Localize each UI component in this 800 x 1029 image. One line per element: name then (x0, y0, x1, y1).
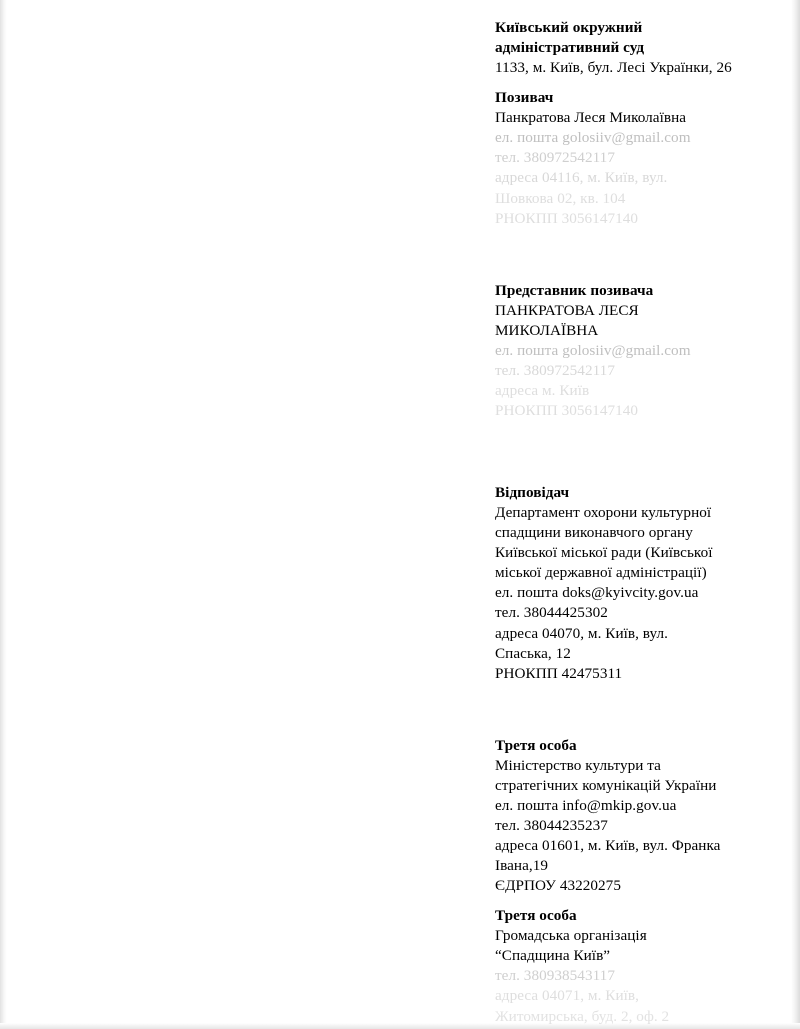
third-party-2-block (495, 906, 775, 1026)
document-body (495, 18, 775, 1027)
plaintiff-address-line1: адреса 04116, м. Київ, вул. (495, 169, 668, 187)
third-party-1-block (495, 736, 775, 897)
defendant-name-line3: Київської міської ради (Київської (495, 544, 713, 562)
defendant-name-line2: спадщини виконавчого органу (495, 524, 693, 542)
defendant-phone: тел. 38044425302 (495, 604, 608, 622)
third-party-1-name-line1: Міністерство культури та (495, 756, 661, 774)
representative-block (495, 281, 775, 421)
representative-id-code: РНОКПП 3056147140 (495, 402, 639, 419)
defendant-address-line2: Спаська, 12 (495, 644, 571, 662)
plaintiff-id-code: РНОКПП 3056147140 (495, 209, 639, 227)
defendant-id-code: РНОКПП 42475311 (495, 664, 623, 682)
spacer (495, 684, 775, 736)
third-party-1-id-code: ЄДРПОУ 43220275 (495, 877, 621, 895)
representative-name-line2: МИКОЛАЇВНА (495, 321, 599, 339)
representative-name-line1: ПАНКРАТОВА ЛЕСЯ (495, 301, 639, 319)
court-address: 1133, м. Київ, бул. Лесі Українки, 26 (495, 59, 732, 77)
third-party-1-phone: тел. 38044235237 (495, 816, 608, 834)
representative-heading: Представник позивача (495, 281, 654, 299)
defendant-name-line1: Департамент охорони культурної (495, 504, 712, 522)
third-party-2-phone: тел. 380938543117 (495, 967, 615, 985)
defendant-address-line1: адреса 04070, м. Київ, вул. (495, 624, 668, 642)
plaintiff-heading: Позивач (495, 89, 554, 107)
spacer (495, 421, 775, 483)
defendant-email: ел. пошта doks@kyivcity.gov.ua (495, 584, 699, 602)
defendant-name-line4: міської державної адміністрації) (495, 564, 707, 582)
spacer (495, 229, 775, 281)
page-edge-shadow-left (0, 0, 7, 1029)
page-edge-shadow-right (791, 0, 800, 1029)
spacer (495, 896, 775, 906)
plaintiff-address-line2: Шовкова 02, кв. 104 (495, 189, 626, 207)
plaintiff-email: ел. пошта golosiiv@gmail.com (495, 129, 691, 147)
third-party-2-address-line1: адреса 04071, м. Київ, (495, 987, 639, 1005)
court-title-line1: Київський окружний (495, 19, 643, 36)
third-party-2-address-line2: Житомирська, буд. 2, оф. 2 (495, 1007, 670, 1025)
third-party-2-name-line2: “Спадщина Київ” (495, 947, 611, 965)
representative-phone: тел. 380972542117 (495, 361, 615, 379)
plaintiff-name: Панкратова Леся Миколаївна (495, 109, 687, 127)
plaintiff-block (495, 88, 775, 228)
third-party-1-address-line1: адреса 01601, м. Київ, вул. Франка (495, 837, 721, 854)
representative-email: ел. пошта golosiiv@gmail.com (495, 341, 691, 359)
representative-address: адреса м. Київ (495, 381, 590, 399)
third-party-2-name-line1: Громадська організація (495, 927, 647, 945)
defendant-block (495, 483, 775, 684)
court-title-line2: адміністративний суд (495, 39, 645, 57)
third-party-1-heading: Третя особа (495, 736, 577, 754)
court-block (495, 18, 775, 78)
third-party-1-name-line2: стратегічних комунікацій України (495, 776, 717, 794)
third-party-1-address-line2: Івана,19 (495, 857, 549, 875)
plaintiff-phone: тел. 380972542117 (495, 149, 615, 167)
defendant-heading: Відповідач (495, 484, 570, 502)
third-party-1-email: ел. пошта info@mkip.gov.ua (495, 796, 677, 814)
spacer (495, 78, 775, 88)
third-party-2-heading: Третя особа (495, 907, 577, 925)
